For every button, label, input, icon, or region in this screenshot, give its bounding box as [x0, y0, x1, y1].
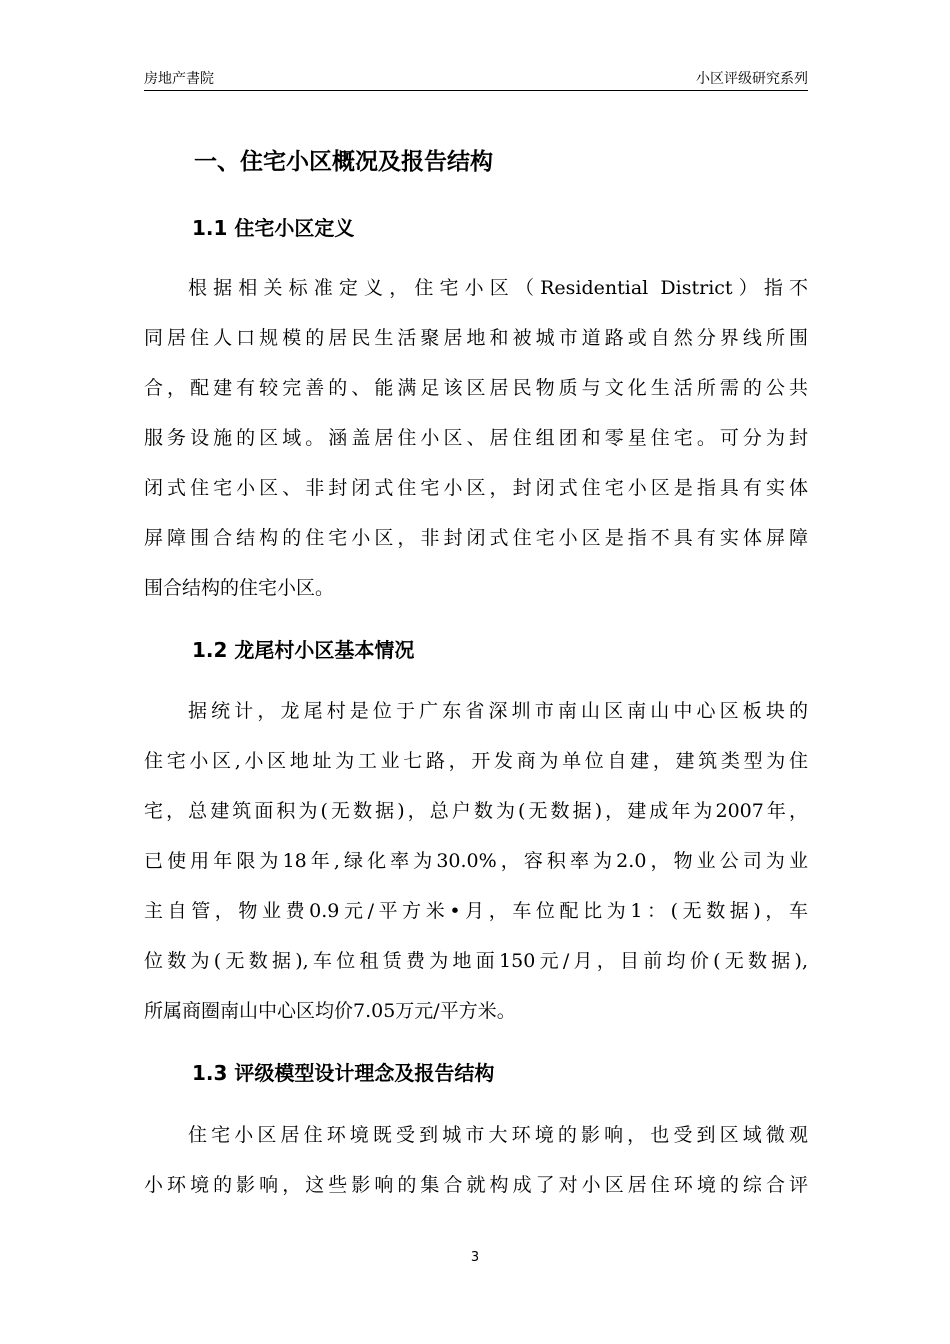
paragraph-line: 位数为(无数据),车位租赁费为地面150元/月，目前均价(无数据), [144, 950, 808, 972]
section-1-1-title: 1.1 住宅小区定义 [192, 216, 355, 240]
paragraph-line: 屏障围合结构的住宅小区，非封闭式住宅小区是指不具有实体屏障 [144, 527, 808, 549]
header-publisher: 房地产書院 [144, 71, 214, 87]
paragraph-line: 围合结构的住宅小区。 [144, 577, 335, 599]
section-1-3-title: 1.3 评级模型设计理念及报告结构 [192, 1061, 495, 1085]
page-number: 3 [470, 1250, 480, 1265]
section-1-2-title: 1.2 龙尾村小区基本情况 [192, 638, 415, 662]
paragraph-line: 住宅小区,小区地址为工业七路，开发商为单位自建，建筑类型为住 [144, 750, 808, 772]
paragraph-line: 服务设施的区域。涵盖居住小区、居住组团和零星住宅。可分为封 [144, 427, 808, 449]
section-1-1-paragraph [144, 263, 808, 613]
page-header [144, 64, 808, 91]
paragraph-line: 住宅小区居住环境既受到城市大环境的影响，也受到区域微观 [188, 1124, 808, 1146]
paragraph-line: 主自管，物业费0.9元/平方米•月，车位配比为1：(无数据)，车 [144, 900, 808, 922]
section-1-3-paragraph [144, 1110, 808, 1210]
paragraph-line: 据统计，龙尾村是位于广东省深圳市南山区南山中心区板块的 [188, 700, 808, 722]
paragraph-line: 所属商圈南山中心区均价7.05万元/平方米。 [144, 1000, 516, 1022]
section-1-2-paragraph [144, 686, 808, 1036]
paragraph-line: 同居住人口规模的居民生活聚居地和被城市道路或自然分界线所围 [144, 327, 808, 349]
paragraph-line: 合，配建有较完善的、能满足该区居民物质与文化生活所需的公共 [144, 377, 808, 399]
paragraph-line: 已使用年限为18年,绿化率为30.0%，容积率为2.0，物业公司为业 [144, 850, 808, 872]
paragraph-line: 闭式住宅小区、非封闭式住宅小区，封闭式住宅小区是指具有实体 [144, 477, 808, 499]
paragraph-line: 根据相关标准定义，住宅小区（Residential District）指不 [188, 277, 808, 299]
paragraph-line: 宅，总建筑面积为(无数据)，总户数为(无数据)，建成年为2007年， [144, 800, 808, 822]
paragraph-line: 小环境的影响，这些影响的集合就构成了对小区居住环境的综合评 [144, 1174, 808, 1196]
header-series-title: 小区评级研究系列 [696, 71, 808, 87]
chapter-heading: 一、住宅小区概况及报告结构 [194, 149, 493, 175]
